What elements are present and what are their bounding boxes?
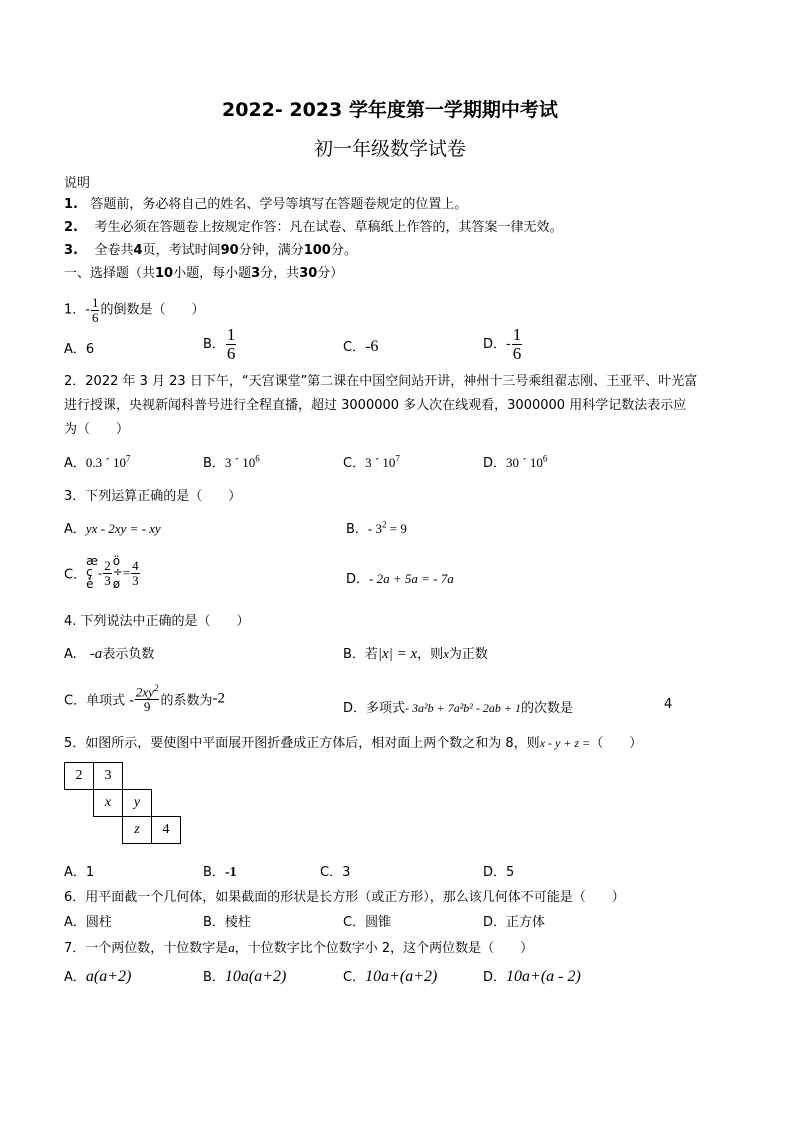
option-text: 的次数是 — [521, 701, 574, 716]
question-count: 10 — [155, 266, 174, 281]
option-label: B． — [203, 970, 225, 985]
fraction — [103, 559, 112, 587]
denominator: 6 — [226, 343, 236, 363]
option-b — [346, 518, 407, 537]
option-d: D．5 — [483, 865, 515, 880]
degree-value: 4 — [664, 697, 673, 712]
option-a — [64, 966, 131, 986]
option-b — [203, 966, 286, 986]
option-label: D． — [483, 456, 507, 471]
paren-part: æ — [86, 554, 98, 568]
option-a: A．圆柱 — [64, 915, 112, 930]
option-c — [64, 684, 225, 714]
question-text: 7．一个两位数，十位数字是 — [64, 941, 229, 956]
option-value: 10a+(a+2) — [365, 968, 438, 985]
option-a: A．6 — [64, 342, 95, 357]
option-value: - 2a + 5a = - 7a — [369, 571, 454, 586]
option-value: -6 — [365, 338, 379, 355]
option-b — [343, 643, 488, 663]
option-a — [64, 518, 161, 537]
question-number: 1．- — [64, 302, 90, 318]
question-4: 4. 下列说法中正确的是（ ） — [64, 614, 250, 629]
option-text: 表示负数 — [102, 647, 155, 662]
option-a — [64, 643, 154, 663]
option-d — [483, 966, 581, 986]
minus-sign: - — [97, 565, 103, 581]
section-title — [64, 262, 343, 281]
net-cell: x — [94, 790, 123, 817]
exponent: 6 — [542, 453, 548, 464]
exponent: 2 — [382, 519, 387, 530]
option-label: A. — [64, 647, 90, 662]
instruction-item-3 — [64, 239, 357, 258]
question-6: 6．用平面截一个几何体，如果截面的形状是长方形（或正方形），那么该几何体不可能是（ ） — [64, 890, 625, 905]
net-cell: 3 — [94, 763, 123, 790]
exponent: 7 — [395, 453, 400, 464]
net-cell: y — [123, 790, 152, 817]
option-d: D．正方体 — [483, 915, 546, 930]
option-value: 10a+(a - 2) — [506, 968, 581, 985]
instruction-num: 1. — [64, 197, 78, 212]
section-text: 分） — [317, 266, 344, 281]
instruction-text: 考生必须在答题卷上按规定作答：凡在试卷、草稿纸上作答的，其答案一律无效。 — [94, 220, 563, 235]
option-label: C． — [343, 970, 366, 985]
option-b — [203, 452, 260, 471]
option-value: 30 ´ 10 — [506, 455, 543, 470]
denominator: 6 — [91, 309, 99, 325]
option-label: B．若 — [343, 647, 378, 662]
numerator — [135, 684, 160, 700]
net-cell: z — [123, 817, 152, 844]
expression: x - y + z = — [539, 736, 591, 750]
option-c: C．3 — [320, 865, 351, 880]
option-c — [64, 556, 141, 590]
option-label: B． — [203, 456, 225, 471]
option-value: = 9 — [386, 521, 407, 536]
section-text: 小题，每小题 — [173, 266, 252, 281]
option-b: B．棱柱 — [203, 915, 251, 930]
instructions-heading: 说明 — [64, 176, 91, 191]
instruction-text: 分。 — [330, 243, 357, 258]
denominator: 3 — [104, 572, 111, 588]
fraction — [91, 296, 100, 324]
answer-blank: （ ） — [590, 736, 643, 751]
option-label: C． — [343, 340, 366, 355]
numerator: 1 — [91, 295, 99, 310]
option-d — [483, 452, 547, 471]
option-text: ，则 — [417, 647, 444, 662]
net-cell: 2 — [65, 763, 94, 790]
option-label: B． — [203, 865, 225, 880]
variable: x — [443, 646, 449, 661]
question-2-line-3: 为（ ） — [64, 422, 130, 437]
option-b — [203, 326, 237, 363]
equals-sign: = — [122, 565, 131, 581]
instruction-item-2 — [64, 216, 563, 235]
instruction-text: 答题前，务必将自己的姓名、学号等填写在答题卷规定的位置上。 — [90, 197, 468, 212]
question-7 — [64, 937, 533, 956]
net-row — [65, 817, 181, 844]
denominator: 9 — [143, 698, 151, 714]
option-c — [343, 336, 378, 356]
exponent: 7 — [126, 453, 131, 464]
option-c — [343, 966, 437, 986]
denominator: 6 — [512, 343, 522, 363]
net-row — [65, 790, 181, 817]
option-label: D． — [483, 970, 507, 985]
option-label: C． — [64, 567, 87, 583]
option-value: 3 ´ 10 — [365, 455, 396, 470]
question-2-line-2: 进行授课，央视新闻科普号进行全程直播，超过 3000000 多人次在线观看，3000000 用科学记数法表示应 — [64, 398, 687, 413]
page-count: 4 — [133, 243, 143, 258]
instruction-num: 2. — [64, 220, 78, 235]
section-text: 一、选择题（共 — [64, 266, 156, 281]
fraction — [512, 326, 523, 363]
option-label: C． — [343, 456, 366, 471]
total-score: 30 — [299, 266, 318, 281]
question-2-line-1: 2．2022 年 3 月 23 日下午，“天宫课堂”第二课在中国空间站开讲，神州十三号乘组翟志刚、王亚平、叶光富 — [64, 374, 698, 389]
each-score: 3 — [251, 266, 261, 281]
fraction — [135, 684, 160, 714]
option-c — [343, 452, 400, 471]
numerator-text: 2xy — [135, 684, 154, 700]
paren-right — [113, 556, 123, 590]
option-label: A． — [64, 522, 86, 537]
option-a — [64, 452, 131, 471]
net-row — [65, 763, 181, 790]
paren-part: ÷ — [112, 565, 123, 580]
question-5 — [64, 732, 642, 751]
fraction — [226, 326, 237, 363]
numerator: 1 — [512, 325, 522, 344]
exam-title: 2022- 2023 学年度第一学期期中考试 — [222, 99, 558, 121]
numerator: 1 — [226, 325, 236, 344]
net-cell: 4 — [152, 817, 181, 844]
paren-part: ö — [112, 554, 121, 568]
instruction-text: 分钟，满分 — [238, 243, 304, 258]
exponent: 6 — [255, 453, 260, 464]
question-text: ，十位数字比个位数字小 2，这个两位数是（ ） — [234, 941, 534, 956]
paren-part: ç — [86, 565, 93, 580]
option-value: -2 — [212, 690, 225, 707]
option-label: C．单项式 - — [64, 693, 134, 709]
option-value: -1 — [224, 865, 237, 880]
minutes: 90 — [220, 243, 239, 258]
option-label: A． — [64, 456, 86, 471]
question-1 — [64, 296, 204, 324]
numerator: 4 — [132, 557, 139, 573]
instruction-text: 页，考试时间 — [142, 243, 221, 258]
option-value: a(a+2) — [85, 968, 132, 985]
fraction — [131, 559, 140, 587]
option-label: D．多项式 — [343, 701, 406, 716]
option-c: C．圆锥 — [343, 915, 392, 930]
denominator: 3 — [132, 572, 139, 588]
exponent: 2 — [153, 683, 159, 693]
option-d — [346, 568, 454, 587]
instruction-num: 3. — [64, 243, 78, 258]
option-a: A．1 — [64, 865, 95, 880]
option-label: B． — [346, 522, 368, 537]
option-label: D．- — [483, 336, 511, 352]
option-value: - 3 — [367, 521, 383, 536]
question-3: 3．下列运算正确的是（ ） — [64, 489, 242, 504]
instruction-item-1 — [64, 193, 467, 212]
section-text: 分，共 — [260, 266, 300, 281]
option-value: - 3a²b + 7a²b² - 2ab + 1 — [405, 701, 521, 715]
numerator: 2 — [104, 557, 111, 573]
exam-subtitle: 初一年级数学试卷 — [314, 138, 467, 160]
question-text: 的倒数是（ ） — [100, 302, 205, 318]
cube-net — [64, 762, 181, 844]
option-value: 3 ´ 10 — [224, 455, 256, 470]
question-text: 5．如图所示，要使图中平面展开图折叠成正方体后，相对面上两个数之和为 8，则 — [64, 736, 540, 751]
option-b — [203, 861, 237, 881]
option-d — [343, 697, 573, 716]
option-value: yx - 2xy = - xy — [85, 521, 161, 536]
paren-part: ø — [112, 576, 121, 591]
option-text: 的系数为 — [160, 693, 213, 709]
option-value: 0.3 ´ 10 — [85, 455, 126, 470]
option-value: |x| = x — [377, 646, 418, 662]
paren-left — [86, 556, 98, 590]
option-label: B． — [203, 336, 225, 352]
paren-part: è — [86, 576, 94, 591]
option-d — [483, 326, 523, 363]
full-score: 100 — [303, 243, 331, 258]
variable: a — [228, 940, 235, 955]
option-text: 为正数 — [448, 647, 488, 662]
instruction-text: 全卷共 — [94, 243, 134, 258]
option-value: 10a(a+2) — [224, 968, 287, 985]
option-value: -a — [89, 646, 103, 662]
option-label: A． — [64, 970, 86, 985]
option-label: D． — [346, 572, 370, 587]
